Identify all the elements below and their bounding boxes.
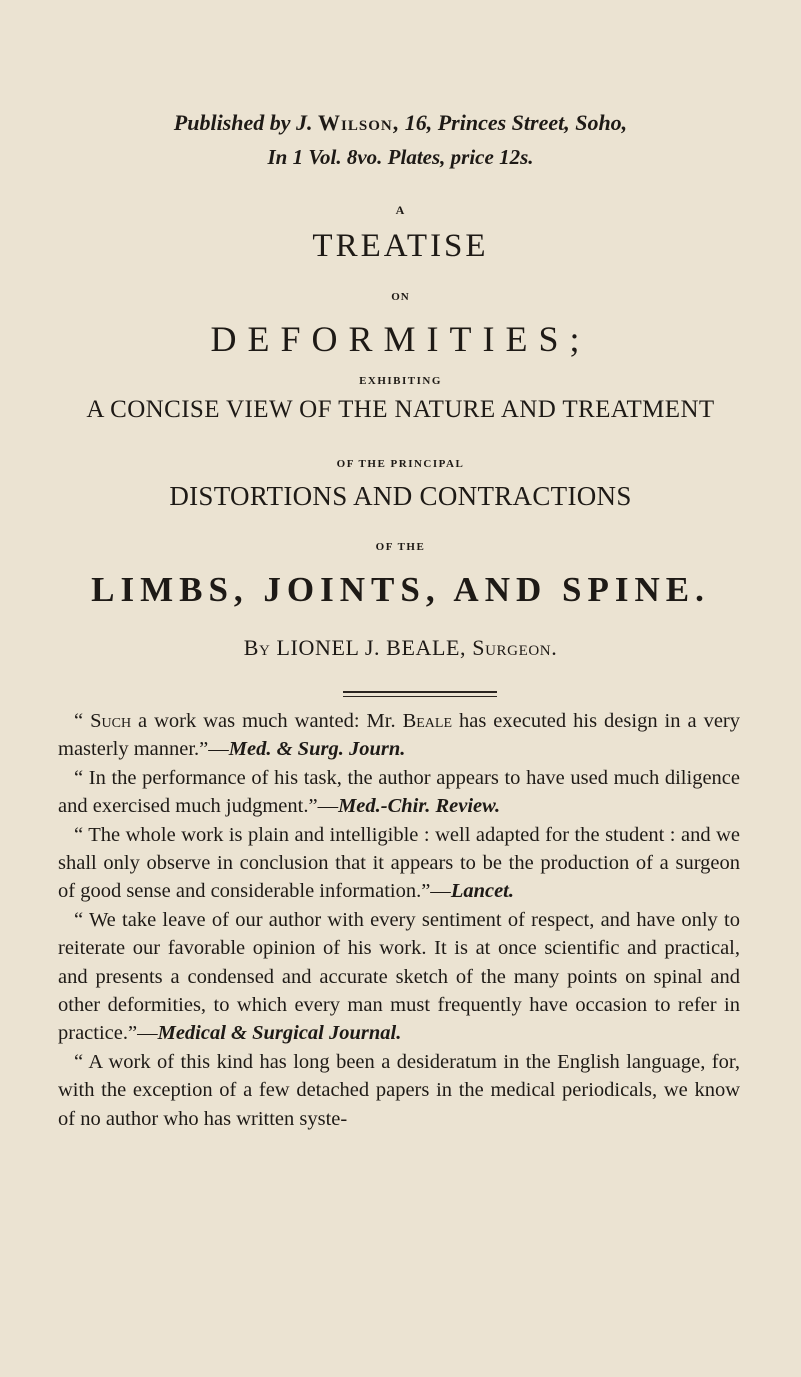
title-line-2: DISTORTIONS AND CONTRACTIONS	[169, 481, 632, 511]
review-quote: “ A work of this kind has long been a desideratum in the English language, for, with the exception of a few detached papers in the medical periodicals, we know of no author who has written syste-	[58, 1050, 740, 1130]
review-quote: “ We take leave of our author with every sentiment of respect, and have only to reiterate our favorable opinion of his work. It is at once scientific and practical, and presents a condensed and accurate sketch of the many points on spinal and other deformities, to which every man must frequently have occasion to refer in practice.”—Medical & Surgical Journal.	[58, 908, 740, 1045]
title-line-1: A CONCISE VIEW OF THE NATURE AND TREATMENT	[86, 396, 715, 423]
edition-line: In 1 Vol. 8vo. Plates, price 12s.	[267, 145, 534, 169]
review-quote: “ The whole work is plain and intelligible : well adapted for the student : and we shall only observe in conclusion that it appears to be the production of a surgeon of good sense and considerable information.”—Lancet.	[58, 823, 740, 903]
title-of-the: OF THE	[375, 541, 426, 553]
review-source: Medical & Surgical Journal.	[157, 1022, 402, 1045]
review-source: Lancet.	[450, 880, 515, 903]
divider-rule	[343, 691, 497, 693]
review-quotes	[58, 707, 740, 1133]
title-subject: DEFORMITIES;	[210, 319, 591, 359]
author-name: LIONEL J. BEALE,	[276, 635, 467, 660]
review-quote: “ In the performance of his task, the author appears to have used much diligence and exercised much judgment.”—Med.-Chir. Review.	[58, 766, 740, 818]
review-source: Med. & Surg. Journ.	[228, 738, 406, 761]
publisher-line	[0, 110, 801, 136]
title-on: ON	[391, 291, 410, 303]
title-of-the-principal: OF THE PRINCIPAL	[336, 458, 465, 470]
author-reference: Beale	[402, 710, 453, 732]
review-source: Med.-Chir. Review.	[338, 795, 501, 818]
byline-by: By	[243, 635, 271, 660]
publisher-address: 16, Princes Street, Soho,	[404, 110, 628, 135]
review-quote: “ Such a work was much wanted: Mr. Beale has executed his design in a very masterly manner.”—Med. & Surg. Journ.	[58, 710, 740, 761]
publisher-name: Wilson,	[318, 110, 400, 135]
title-article: A	[395, 203, 406, 217]
title-exhibiting: EXHIBITING	[359, 375, 442, 387]
title-main: TREATISE	[312, 228, 489, 264]
author-role: Surgeon.	[472, 635, 558, 660]
author-byline	[0, 635, 801, 661]
title-line-3: LIMBS, JOINTS, AND SPINE.	[91, 570, 710, 609]
published-by: Published by J.	[173, 110, 313, 135]
divider-rule-thin	[343, 696, 497, 697]
